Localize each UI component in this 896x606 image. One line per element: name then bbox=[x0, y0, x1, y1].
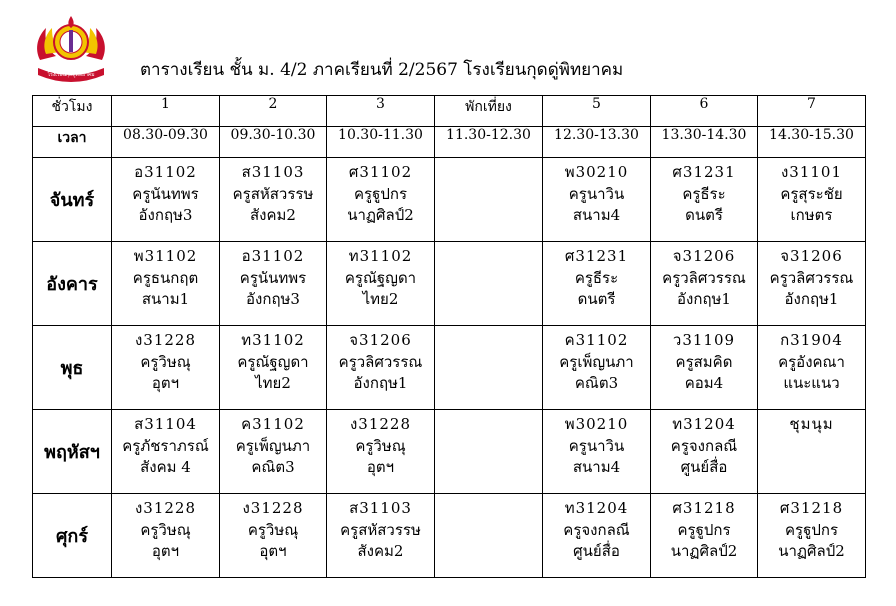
cell-code: ก31904 bbox=[780, 331, 843, 349]
cell-teacher: ครูนันทพร bbox=[132, 184, 199, 203]
schedule-cell bbox=[112, 494, 220, 578]
time-cell: 13.30-14.30 bbox=[651, 127, 758, 158]
cell-teacher: ครูสุระชัย bbox=[780, 184, 843, 203]
schedule-cell bbox=[327, 494, 435, 578]
cell-teacher: ครูธีระ bbox=[574, 268, 619, 287]
cell-code: ง31228 bbox=[134, 499, 197, 517]
cell-subject: ไทย2 bbox=[362, 290, 399, 308]
time-cell: 11.30-12.30 bbox=[435, 127, 543, 158]
period-header: 1 bbox=[112, 96, 220, 127]
schedule-cell bbox=[435, 158, 543, 242]
cell-subject: อังกฤษ1 bbox=[677, 290, 731, 308]
cell-code: ค31102 bbox=[241, 415, 305, 433]
schedule-cell bbox=[758, 494, 866, 578]
cell-subject: อุตฯ bbox=[151, 374, 180, 392]
schedule-cell bbox=[435, 410, 543, 494]
cell-teacher: ครูฐูปกร bbox=[784, 520, 839, 539]
cell-subject: ดนตรี bbox=[577, 290, 616, 308]
cell-subject: อังกฤษ1 bbox=[784, 290, 839, 308]
day-label: อังคาร bbox=[33, 242, 112, 326]
schedule-cell bbox=[758, 158, 866, 242]
period-header: 2 bbox=[220, 96, 327, 127]
cell-teacher: ครูภัชราภรณ์ bbox=[122, 436, 209, 455]
cell-teacher: ครูวลิศวรรณ bbox=[769, 268, 854, 287]
cell-teacher: ครูเพ็ญนภา bbox=[235, 436, 311, 455]
schedule-cell bbox=[543, 242, 651, 326]
cell-teacher: ครูนันทพร bbox=[239, 268, 307, 287]
cell-code: ค31102 bbox=[564, 331, 629, 349]
cell-code: ศ31218 bbox=[779, 499, 844, 517]
cell-code: ท31204 bbox=[672, 415, 736, 433]
cell-code: ศ31231 bbox=[564, 247, 629, 265]
cell-teacher: ครูวลิศวรรณ bbox=[662, 268, 746, 287]
schedule-cell bbox=[435, 326, 543, 410]
day-row bbox=[33, 242, 866, 326]
cell-teacher: ครูณัฐญดา bbox=[237, 352, 309, 371]
cell-code: ง31101 bbox=[780, 163, 843, 181]
cell-teacher: ครูวิษณุ bbox=[247, 520, 299, 539]
day-row bbox=[33, 410, 866, 494]
cell-subject: คณิต3 bbox=[251, 458, 295, 476]
cell-subject: นาฏศิลป์2 bbox=[778, 542, 845, 560]
period-header: 6 bbox=[651, 96, 758, 127]
schedule-cell bbox=[220, 158, 327, 242]
cell-code: ท31204 bbox=[564, 499, 629, 517]
schedule-cell bbox=[651, 326, 758, 410]
period-header-label: ชั่วโมง bbox=[33, 96, 112, 127]
period-header: 7 bbox=[758, 96, 866, 127]
schedule-cell bbox=[112, 242, 220, 326]
day-label: พุธ bbox=[33, 326, 112, 410]
time-cell: 08.30-09.30 bbox=[112, 127, 220, 158]
schedule-cell bbox=[435, 242, 543, 326]
page-title: ตารางเรียน ชั้น ม. 4/2 ภาคเรียนที่ 2/2567 โรงเรียนกุดดู่พิทยาคม bbox=[140, 60, 624, 80]
day-label: ศุกร์ bbox=[33, 494, 112, 578]
cell-code: จ31206 bbox=[780, 247, 843, 265]
cell-subject: นาฏศิลป์2 bbox=[670, 542, 738, 560]
schedule-cell bbox=[435, 494, 543, 578]
cell-subject: สังคม2 bbox=[250, 206, 296, 224]
day-row bbox=[33, 158, 866, 242]
header-row bbox=[33, 96, 866, 127]
cell-code: ส31103 bbox=[349, 499, 412, 517]
time-cell: 10.30-11.30 bbox=[327, 127, 435, 158]
cell-code: จ31206 bbox=[349, 331, 412, 349]
cell-code: จ31206 bbox=[672, 247, 736, 265]
schedule-cell bbox=[112, 158, 220, 242]
cell-teacher: ครูวิษณุ bbox=[140, 520, 191, 539]
cell-subject: อุตฯ bbox=[366, 458, 395, 476]
cell-subject: สนาม1 bbox=[141, 290, 190, 308]
time-cell: 12.30-13.30 bbox=[543, 127, 651, 158]
cell-code: ง31228 bbox=[242, 499, 304, 517]
schedule-cell bbox=[543, 158, 651, 242]
schedule-cell bbox=[327, 410, 435, 494]
logo-text: โรงเรียนกุดดู่พิทยาคม bbox=[47, 72, 95, 78]
time-row-label: เวลา bbox=[33, 127, 112, 158]
schedule-cell bbox=[327, 158, 435, 242]
cell-code: ศ31231 bbox=[672, 163, 736, 181]
schedule-cell bbox=[220, 494, 327, 578]
cell-teacher: ครูวิษณุ bbox=[355, 436, 406, 455]
cell-teacher: ครูวลิศวรรณ bbox=[338, 352, 423, 371]
schedule-cell bbox=[651, 242, 758, 326]
cell-teacher: ครูอังคณา bbox=[778, 352, 845, 371]
cell-subject: สนาม4 bbox=[572, 206, 621, 224]
cell-teacher: ครูนาวิน bbox=[568, 184, 625, 203]
schedule-cell bbox=[543, 410, 651, 494]
cell-teacher: ครูธนกฤต bbox=[132, 268, 199, 287]
cell-teacher: ครูฐูปกร bbox=[677, 520, 731, 539]
cell-teacher: ครูสหัสวรรษ bbox=[340, 520, 421, 539]
cell-code: ส31103 bbox=[241, 163, 305, 181]
cell-code: ว31109 bbox=[672, 331, 736, 349]
cell-subject: คณิต3 bbox=[574, 374, 619, 392]
time-cell: 14.30-15.30 bbox=[758, 127, 866, 158]
schedule-cell bbox=[758, 410, 866, 494]
cell-code: พ30210 bbox=[564, 415, 629, 433]
cell-code: อ31102 bbox=[241, 247, 305, 265]
cell-teacher: ครูฐูปกร bbox=[353, 184, 408, 203]
schedule-table bbox=[32, 95, 866, 578]
cell-subject: สังคม 4 bbox=[140, 458, 191, 476]
cell-teacher: ครูจงกลณี bbox=[670, 436, 738, 455]
cell-code: พ30210 bbox=[564, 163, 629, 181]
cell-teacher: ครูจงกลณี bbox=[563, 520, 630, 539]
cell-code: ง31228 bbox=[134, 331, 197, 349]
cell-teacher: ครูเพ็ญนภา bbox=[559, 352, 634, 371]
schedule-cell bbox=[327, 326, 435, 410]
cell-code: ชุมนุม bbox=[789, 415, 834, 433]
school-emblem-icon bbox=[32, 8, 110, 84]
day-row bbox=[33, 494, 866, 578]
schedule-cell bbox=[112, 326, 220, 410]
cell-code: พ31102 bbox=[133, 247, 198, 265]
cell-code: ง31228 bbox=[349, 415, 412, 433]
day-row bbox=[33, 326, 866, 410]
cell-code: อ31102 bbox=[134, 163, 197, 181]
period-header: พักเที่ยง bbox=[435, 96, 543, 127]
schedule-cell bbox=[112, 410, 220, 494]
cell-subject: เกษตร bbox=[790, 206, 833, 224]
schedule-cell bbox=[651, 494, 758, 578]
cell-code: ส31104 bbox=[134, 415, 197, 433]
schedule-cell bbox=[327, 242, 435, 326]
time-cell: 09.30-10.30 bbox=[220, 127, 327, 158]
cell-teacher: ครูณัฐญดา bbox=[344, 268, 417, 287]
cell-subject: อังกฤษ3 bbox=[246, 290, 300, 308]
schedule-cell bbox=[220, 326, 327, 410]
day-label: พฤหัสฯ bbox=[33, 410, 112, 494]
cell-teacher: ครูนาวิน bbox=[568, 436, 625, 455]
schedule-cell bbox=[758, 326, 866, 410]
schedule-cell bbox=[758, 242, 866, 326]
cell-subject: ศูนย์สื่อ bbox=[573, 542, 620, 560]
day-rows bbox=[33, 158, 866, 578]
cell-subject: สนาม4 bbox=[572, 458, 621, 476]
cell-subject: อังกฤษ1 bbox=[353, 374, 408, 392]
cell-subject: อังกฤษ3 bbox=[138, 206, 193, 224]
period-header: 5 bbox=[543, 96, 651, 127]
schedule-cell bbox=[543, 326, 651, 410]
cell-teacher: ครูสมคิด bbox=[675, 352, 733, 371]
day-label: จันทร์ bbox=[33, 158, 112, 242]
period-header: 3 bbox=[327, 96, 435, 127]
schedule-cell bbox=[651, 158, 758, 242]
cell-subject: นาฏศิลป์2 bbox=[347, 206, 414, 224]
cell-subject: สังคม2 bbox=[357, 542, 404, 560]
cell-subject: คอม4 bbox=[684, 374, 724, 392]
cell-subject: ศูนย์สื่อ bbox=[680, 458, 728, 476]
cell-code: ท31102 bbox=[348, 247, 413, 265]
schedule-cell bbox=[220, 242, 327, 326]
time-row bbox=[33, 127, 866, 158]
cell-teacher: ครูธีระ bbox=[682, 184, 726, 203]
cell-teacher: ครูสหัสวรรษ bbox=[232, 184, 314, 203]
cell-code: ศ31102 bbox=[348, 163, 413, 181]
cell-subject: อุตฯ bbox=[259, 542, 287, 560]
cell-teacher: ครูวิษณุ bbox=[140, 352, 191, 371]
cell-code: ท31102 bbox=[241, 331, 305, 349]
schedule-cell bbox=[651, 410, 758, 494]
cell-subject: ไทย2 bbox=[255, 374, 291, 392]
cell-subject: ดนตรี bbox=[685, 206, 723, 224]
schedule-cell bbox=[220, 410, 327, 494]
cell-subject: อุตฯ bbox=[151, 542, 180, 560]
cell-code: ศ31218 bbox=[672, 499, 736, 517]
schedule-cell bbox=[543, 494, 651, 578]
cell-subject: แนะแนว bbox=[783, 374, 840, 392]
